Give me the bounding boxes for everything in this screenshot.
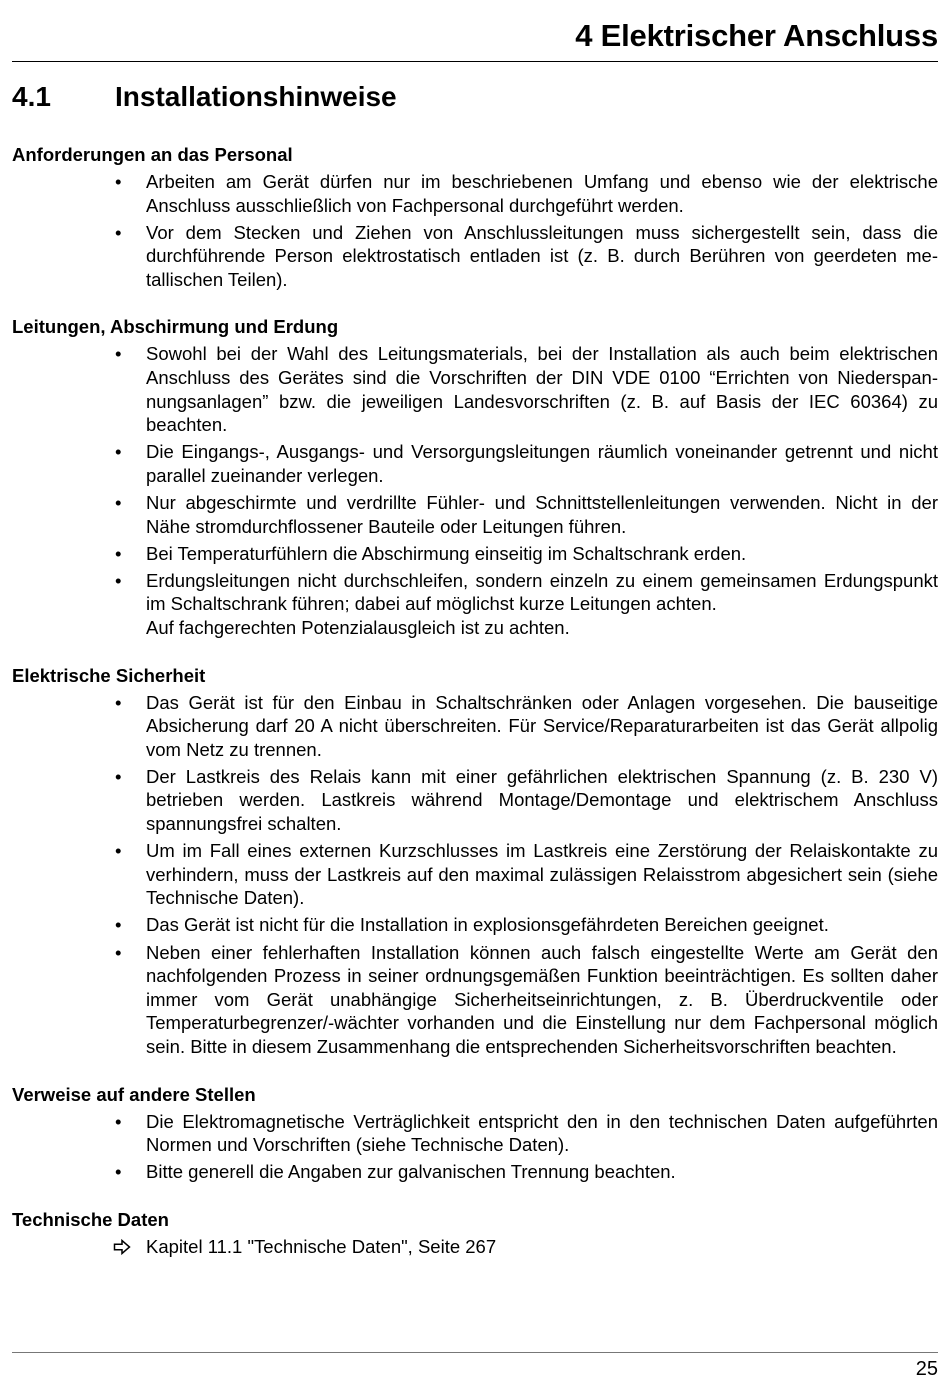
list-item: [12, 342, 938, 436]
bullet-icon: •: [115, 941, 122, 963]
list-item: [12, 941, 938, 1059]
section-title: Installationshinweise: [115, 81, 397, 112]
bullet-list: [12, 342, 938, 639]
list-item-text: Die Elektromagnetische Verträglichkeit entspricht den in den technischen Daten aufgeführten Normen und Vorschriften (siehe Technische Daten).: [146, 1110, 938, 1156]
bullet-list: [12, 1110, 938, 1184]
bullet-icon: •: [115, 542, 122, 564]
footer-divider: [12, 1352, 938, 1353]
page-number: 25: [915, 1358, 938, 1380]
list-item-text: Der Lastkreis des Relais kann mit einer gefährlichen elektrischen Spannung (z. B. 230 V) betrieben werden. Lastkreis während Montage/Demontage und elektrischem Anschluss spannungsfrei schalten.: [146, 765, 938, 835]
reference-item[interactable]: [12, 1235, 938, 1259]
list-item-text: Um im Fall eines externen Kurzschlusses im Lastkreis eine Zerstörung der Relaiskontakte zu verhindern, muss der Lastkreis auf den maximal zulässigen Relaisstrom abgesichert sein (siehe Technische Daten).: [146, 840, 938, 909]
section-number: 4.1: [12, 81, 51, 112]
bullet-icon: •: [115, 171, 122, 192]
bullet-icon: •: [115, 441, 122, 463]
list-item-text: Bitte generell die Angaben zur galvanischen Trennung beachten.: [146, 1161, 676, 1183]
bullet-list: [12, 170, 938, 291]
list-item-text: Bei Temperaturfühlern die Abschirmung einseitig im Schaltschrank erden.: [146, 542, 747, 564]
arrow-right-outline-icon: [113, 1238, 131, 1256]
header-divider: [12, 61, 938, 62]
bullet-icon: •: [115, 221, 122, 243]
page-content: [12, 143, 938, 1282]
block-title: Anforderungen an das Personal: [12, 144, 293, 165]
bullet-icon: •: [115, 691, 122, 713]
list-item: [12, 542, 938, 566]
list-item-text: Nur abgeschirmte und verdrillte Fühler- und Schnittstellenleitungen verwenden. Nicht in der Nähe stromdurchflossener Bauteile oder Leitungen führen.: [146, 492, 938, 537]
list-item: [12, 1160, 938, 1184]
list-item-text: Erdungsleitungen nicht durchschleifen, sondern einzeln zu einem gemeinsamen Erdungspunkt im Schaltschrank führen; dabei auf möglichst kurze Leitungen achten.: [146, 569, 938, 615]
list-item-text: Das Gerät ist für den Einbau in Schaltschränken oder Anlagen vorgesehen. Die bauseitige Absicherung darf 20 A nicht überschreiten. Für Service/Reparaturarbeiten ist das Gerät allpolig vom Netz zu trennen.: [146, 691, 938, 760]
list-item: [12, 839, 938, 910]
list-item: [12, 491, 938, 538]
list-item: [12, 1110, 938, 1157]
bullet-icon: •: [115, 765, 122, 787]
block-personnel: [12, 143, 938, 291]
bullet-icon: •: [115, 569, 122, 591]
reference-link[interactable]: Kapitel 11.1 "Technische Daten", Seite 267: [146, 1235, 497, 1257]
block-references: [12, 1083, 938, 1184]
list-item: [12, 569, 938, 640]
block-title: Leitungen, Abschirmung und Erdung: [12, 316, 339, 338]
bullet-icon: •: [115, 840, 122, 862]
list-item-text: Die Eingangs-, Ausgangs- und Versorgungsleitungen räumlich voneinander getrennt und nicht parallel zueinander verlegen.: [146, 441, 938, 486]
list-item-text: Vor dem Stecken und Ziehen von Anschlussleitungen muss sichergestellt sein, dass die durchführende Person elektrostatisch entladen ist (z. B. durch Berühren von geerdeten metallischen Teilen).: [146, 221, 938, 290]
list-item-text: Arbeiten am Gerät dürfen nur im beschriebenen Umfang und ebenso wie der elektrische Anschluss ausschließlich von Fachpersonal durchgeführt werden.: [146, 171, 938, 216]
block-title: Elektrische Sicherheit: [12, 664, 206, 686]
bullet-icon: •: [115, 492, 122, 514]
list-item: [12, 765, 938, 836]
block-technical-data: [12, 1208, 938, 1259]
bullet-icon: •: [115, 914, 122, 936]
list-item: [12, 170, 938, 217]
chapter-title: 4 Elektrischer Anschluss: [575, 18, 938, 53]
list-item: [12, 913, 938, 937]
bullet-icon: •: [115, 343, 122, 365]
list-item-text: Sowohl bei der Wahl des Leitungsmaterials, bei der Installation als auch beim elektrischen Anschluss des Gerätes sind die Vorschriften der DIN VDE 0100 “Errichten von Niederspannungsanlagen” bzw. die jeweiligen Landesvorschriften (z. B. auf Basis der IEC 60364) zu beachten.: [146, 343, 938, 436]
list-item: [12, 691, 938, 762]
block-electrical-safety: [12, 664, 938, 1059]
reference-list: [12, 1235, 938, 1259]
block-title: Verweise auf andere Stellen: [12, 1083, 256, 1105]
list-item: [12, 440, 938, 487]
bullet-list: [12, 691, 938, 1059]
section-heading: [12, 81, 397, 113]
bullet-icon: •: [115, 1161, 122, 1183]
block-cables-shielding-grounding: [12, 315, 938, 639]
list-item: [12, 221, 938, 292]
list-item-text: Neben einer fehlerhaften Installation können auch falsch eingestellte Werte am Gerät den nachfolgenden Prozess in seiner ordnungsgemäßen Funktion beeinträchtigen. Es sollten daher immer vom Gerät unabhängige Sicherheitseinrichtungen, z. B. Überdruckventile oder Temperaturbegrenzer/-wächter vorhanden und die Einstellung nur dem Fachpersonal möglich sein. Bitte in diesem Zusammenhang die entsprechenden Sicherheitsvorschriften beachten.: [146, 941, 938, 1057]
block-title: Technische Daten: [12, 1208, 169, 1230]
bullet-icon: •: [115, 1110, 122, 1132]
list-item-note: Auf fachgerechten Potenzialausgleich ist zu achten.: [146, 617, 570, 638]
list-item-text: Das Gerät ist nicht für die Installation in explosionsgefährdeten Bereichen geeignet.: [146, 914, 829, 936]
